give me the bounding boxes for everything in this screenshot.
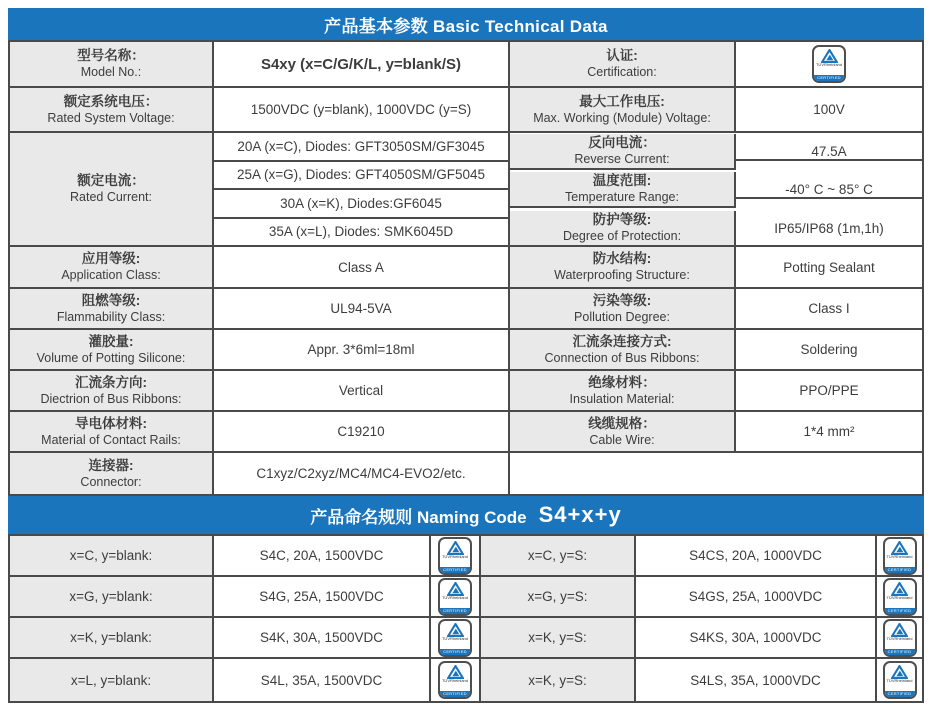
- bus-ribbon-connection-label: 汇流条连接方式: Connection of Bus Ribbons:: [510, 330, 736, 371]
- tuv-certified-logo: [883, 661, 917, 699]
- naming-row-label-left: x=G, y=blank:: [10, 577, 214, 618]
- tuv-certified-logo: [438, 537, 472, 575]
- naming-row-logo-right-cell: [877, 577, 922, 618]
- tuv-certified-logo: [812, 45, 846, 83]
- tuv-certified-text: CERTIFIED: [885, 567, 915, 573]
- naming-row-label-left: x=C, y=blank:: [10, 536, 214, 577]
- waterproofing-structure-label: 防水结构: Waterproofing Structure:: [510, 247, 736, 289]
- tuv-certified-text: CERTIFIED: [814, 75, 844, 81]
- tuv-certified-text: CERTIFIED: [885, 649, 915, 655]
- rated-current-30a: 30A (x=K), Diodes:GF6045: [214, 190, 508, 219]
- flammability-class-label: 阻燃等级: Flammability Class:: [10, 289, 214, 330]
- pollution-degree-value: Class I: [736, 289, 922, 330]
- tuv-certified-text: CERTIFIED: [440, 608, 470, 614]
- naming-row-value-right: S4CS, 20A, 1000VDC: [636, 536, 877, 577]
- naming-row-value-left: S4C, 20A, 1500VDC: [214, 536, 431, 577]
- rated-current-20a: 20A (x=C), Diodes: GFT3050SM/GF3045: [214, 133, 508, 162]
- naming-row-label-right: x=K, y=S:: [481, 618, 636, 659]
- contact-rails-material-value: C19210: [214, 412, 510, 453]
- tuv-triangle-icon: [891, 665, 908, 679]
- tuv-brand-text: TÜVRheinland: [441, 553, 468, 559]
- tuv-certified-text: CERTIFIED: [440, 649, 470, 655]
- naming-row-value-right: S4LS, 35A, 1000VDC: [636, 659, 877, 701]
- tuv-certified-logo: [883, 619, 917, 657]
- tuv-brand-text: TÜVRheinland: [886, 553, 913, 559]
- tuv-certified-logo: [438, 578, 472, 616]
- tuv-certified-text: CERTIFIED: [440, 691, 470, 697]
- connector-label: 连接器: Connector:: [10, 453, 214, 494]
- naming-code-formula: S4+x+y: [538, 502, 622, 527]
- naming-row-label-right: x=K, y=S:: [481, 659, 636, 701]
- rated-current-35a: 35A (x=L), Diodes: SMK6045D: [268, 224, 454, 240]
- reverse-current-label: 反向电流： Reverse Current:: [510, 134, 736, 170]
- tuv-triangle-icon: [891, 541, 908, 555]
- application-class-label: 应用等级: Application Class:: [10, 247, 214, 289]
- naming-row-label-left: x=K, y=blank:: [10, 618, 214, 659]
- tuv-brand-text: TÜVRheinland: [886, 678, 913, 683]
- naming-row-logo-left-cell: [431, 618, 481, 659]
- connector-empty-cell: [510, 453, 922, 494]
- tuv-triangle-icon: [447, 665, 464, 679]
- temperature-range-label: 温度范围: Temperature Range:: [510, 172, 736, 208]
- contact-rails-material-label: 导电体材料: Material of Contact Rails:: [10, 412, 214, 453]
- naming-row-value-right: S4KS, 30A, 1000VDC: [636, 618, 877, 659]
- rated-current-25a: 25A (x=G), Diodes: GFT4050SM/GF5045: [214, 162, 508, 191]
- waterproofing-structure-value: Potting Sealant: [736, 247, 922, 289]
- naming-row-value-left: S4G, 25A, 1500VDC: [214, 577, 431, 618]
- naming-code-header-title: 产品命名规则 Naming Code: [310, 507, 527, 527]
- tuv-triangle-icon: [891, 582, 908, 596]
- basic-data-header-title: 产品基本参数 Basic Technical Data: [324, 16, 608, 36]
- naming-row-value-left: S4L, 35A, 1500VDC: [214, 659, 431, 701]
- tuv-triangle-icon: [891, 623, 908, 637]
- model-no-label: [10, 42, 214, 88]
- tuv-triangle-icon: [821, 49, 838, 63]
- naming-code-header: [8, 496, 924, 534]
- rated-current-right-block: [510, 133, 922, 247]
- tuv-brand-text: TÜVRheinland: [886, 635, 913, 641]
- basic-data-header: [8, 8, 924, 40]
- rated-system-voltage-label: 额定系统电压： Rated System Voltage:: [10, 88, 214, 133]
- max-working-voltage-value: 100V: [736, 88, 922, 133]
- certification-logo-cell: [736, 42, 922, 88]
- naming-row-label-right: x=C, y=S:: [481, 536, 636, 577]
- basic-data-table: [8, 40, 924, 496]
- flammability-class-value: UL94-5VA: [214, 289, 510, 330]
- naming-row-logo-right-cell: [877, 659, 922, 701]
- rated-current-values: [214, 133, 510, 247]
- bus-ribbon-connection-value: Soldering: [736, 330, 922, 371]
- temperature-range-value: -40° C ~ 85° C: [736, 182, 922, 199]
- naming-row-label-left: x=L, y=blank:: [10, 659, 214, 701]
- potting-volume-value: Appr. 3*6ml=18ml: [214, 330, 510, 371]
- max-working-voltage-label: 最大工作电压: Max. Working (Module) Voltage:: [510, 88, 736, 133]
- reverse-current-value: 47.5A: [736, 144, 922, 161]
- tuv-brand-text: TÜVRheinland: [441, 635, 468, 641]
- tuv-certified-logo: [438, 619, 472, 657]
- cable-wire-label: 线缆规格： Cable Wire:: [510, 412, 736, 453]
- tuv-brand-text: TÜVRheinland: [815, 62, 842, 67]
- naming-row-value-left: S4K, 30A, 1500VDC: [214, 618, 431, 659]
- naming-row-label-right: x=G, y=S:: [481, 577, 636, 618]
- tuv-certified-text: CERTIFIED: [885, 691, 915, 697]
- tuv-brand-text: TÜVRheinland: [441, 678, 468, 683]
- naming-row-logo-left-cell: [431, 536, 481, 577]
- tuv-triangle-icon: [447, 541, 464, 555]
- tuv-triangle-icon: [447, 623, 464, 637]
- potting-volume-label: 灌胶量: Volume of Potting Silicone:: [10, 330, 214, 371]
- model-no-value: S4xy (x=C/G/K/L, y=blank/S): [214, 42, 510, 88]
- tuv-certified-text: CERTIFIED: [885, 608, 915, 614]
- tuv-certified-logo: [438, 661, 472, 699]
- rated-current-label: 额定电流： Rated Current:: [10, 133, 214, 247]
- naming-row-value-right: S4GS, 25A, 1000VDC: [636, 577, 877, 618]
- model-no-label-zh: 型号名称：: [77, 48, 145, 64]
- bus-ribbon-direction-label: 汇流条方向: Diectrion of Bus Ribbons:: [10, 371, 214, 412]
- degree-of-protection-label: 防护等级: Degree of Protection:: [510, 211, 736, 245]
- bus-ribbon-direction-value: Vertical: [214, 371, 510, 412]
- cable-wire-value: 1*4 mm²: [736, 412, 922, 453]
- tuv-certified-logo: [883, 578, 917, 616]
- pollution-degree-label: 污染等级: Pollution Degree:: [510, 289, 736, 330]
- naming-row-logo-left-cell: [431, 577, 481, 618]
- model-no-label-en: Model No.:: [80, 65, 142, 80]
- naming-row-logo-left-cell: [431, 659, 481, 701]
- naming-code-table: [8, 534, 924, 703]
- tuv-certified-text: CERTIFIED: [440, 567, 470, 573]
- naming-row-logo-right-cell: [877, 536, 922, 577]
- certification-label: 认证: Certification:: [510, 42, 736, 88]
- tuv-triangle-icon: [447, 582, 464, 596]
- tuv-brand-text: TÜVRheinland: [441, 594, 468, 600]
- insulation-material-value: PPO/PPE: [736, 371, 922, 412]
- tuv-brand-text: TÜVRheinland: [886, 594, 913, 600]
- naming-row-logo-right-cell: [877, 618, 922, 659]
- rated-system-voltage-value: 1500VDC (y=blank), 1000VDC (y=S): [214, 88, 510, 133]
- connector-value: C1xyz/C2xyz/MC4/MC4-EVO2/etc.: [214, 453, 510, 494]
- application-class-value: Class A: [214, 247, 510, 289]
- tuv-certified-logo: [883, 537, 917, 575]
- degree-of-protection-value: IP65/IP68 (1m,1h): [736, 221, 922, 236]
- insulation-material-label: 绝缘材料： Insulation Material:: [510, 371, 736, 412]
